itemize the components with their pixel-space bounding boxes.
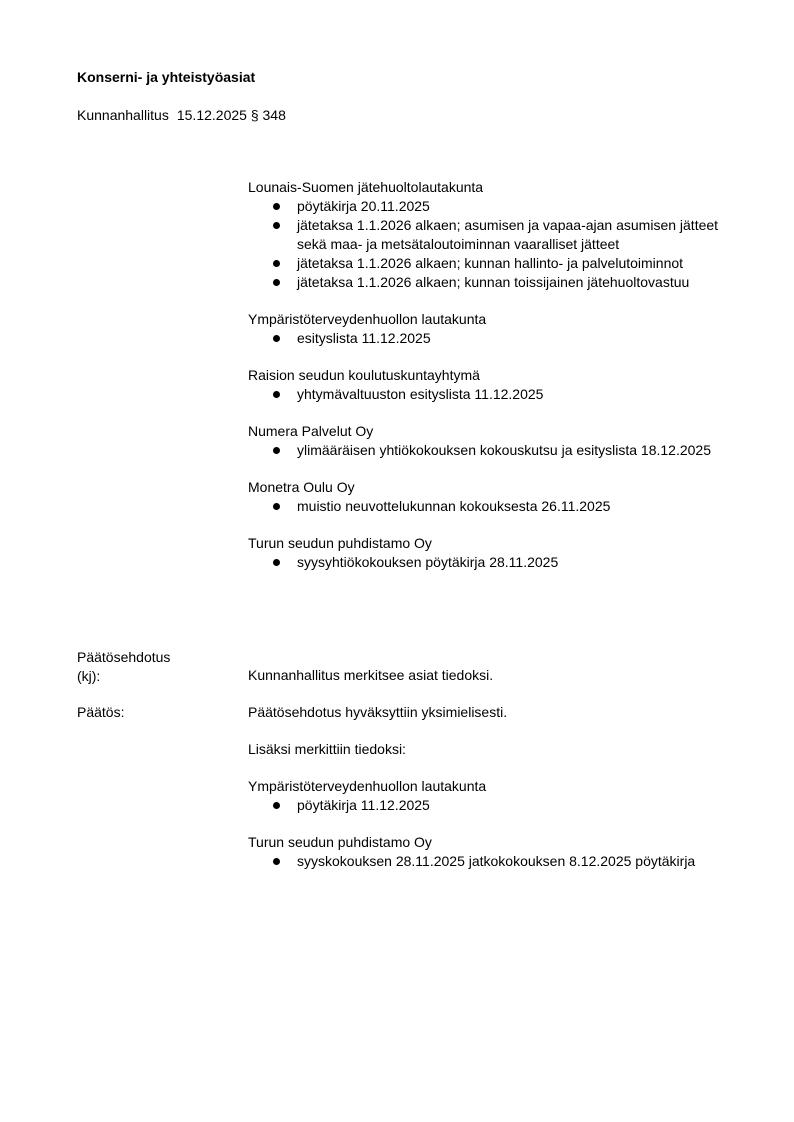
group-title: Lounais-Suomen jätehuoltolautakunta bbox=[248, 179, 484, 195]
group-title: Turun seudun puhdistamo Oy bbox=[248, 834, 432, 850]
list-item: muistio neuvottelukunnan kokouksesta 26.11.2025 bbox=[248, 497, 738, 516]
list-item: syysyhtiökokouksen pöytäkirja 28.11.2025 bbox=[248, 553, 738, 572]
bullet-icon bbox=[273, 802, 280, 809]
decision-group-ymparistoterveydenhuolto bbox=[248, 777, 738, 815]
bullet-icon bbox=[273, 203, 280, 210]
bullet-icon bbox=[273, 391, 280, 398]
list-item: pöytäkirja 11.12.2025 bbox=[248, 796, 738, 815]
proposal-text: Kunnanhallitus merkitsee asiat tiedoksi. bbox=[248, 667, 494, 683]
bullet-icon bbox=[273, 858, 280, 865]
group-ymparistoterveydenhuolto bbox=[248, 310, 738, 348]
group-turun-puhdistamo bbox=[248, 534, 738, 572]
meeting-reference bbox=[77, 106, 286, 124]
bullet-icon bbox=[273, 559, 280, 566]
list-item: jätetaksa 1.1.2026 alkaen; asumisen ja vapaa-ajan asumisen jätteet sekä maa- ja metsätaloutoiminnan vaaralliset jätteet bbox=[248, 216, 738, 254]
decision-label: Päätös: bbox=[77, 704, 125, 720]
decision-text: Päätösehdotus hyväksyttiin yksimielisesti. bbox=[248, 704, 508, 720]
bullet-icon bbox=[273, 503, 280, 510]
group-title: Raision seudun koulutuskuntayhtymä bbox=[248, 367, 480, 383]
list-item: pöytäkirja 20.11.2025 bbox=[248, 197, 738, 216]
list-item: yhtymävaltuuston esityslista 11.12.2025 bbox=[248, 385, 738, 404]
group-raision-koulutuskuntayhtyma bbox=[248, 366, 738, 404]
additional-intro: Lisäksi merkittiin tiedoksi: bbox=[248, 741, 406, 757]
group-jatehuoltolautakunta bbox=[248, 178, 738, 292]
group-title: Ympäristöterveydenhuollon lautakunta bbox=[248, 778, 487, 794]
meeting-body: Kunnanhallitus bbox=[77, 107, 169, 123]
bullet-icon bbox=[273, 260, 280, 267]
group-title: Numera Palvelut Oy bbox=[248, 423, 374, 439]
group-numera-palvelut bbox=[248, 422, 738, 460]
list-item: jätetaksa 1.1.2026 alkaen; kunnan hallinto- ja palvelutoiminnot bbox=[248, 254, 738, 273]
proposal-label: Päätösehdotus (kj): bbox=[77, 649, 171, 684]
bullet-icon bbox=[273, 447, 280, 454]
decision-group-turun-puhdistamo bbox=[248, 833, 738, 871]
list-item: jätetaksa 1.1.2026 alkaen; kunnan toissijainen jätehuoltovastuu bbox=[248, 273, 738, 292]
bullet-icon bbox=[273, 279, 280, 286]
section-title: Konserni- ja yhteistyöasiat bbox=[77, 69, 256, 85]
group-title: Monetra Oulu Oy bbox=[248, 479, 355, 495]
decision-section bbox=[248, 703, 738, 889]
list-item: esityslista 11.12.2025 bbox=[248, 329, 738, 348]
bullet-icon bbox=[273, 335, 280, 342]
list-item: ylimääräisen yhtiökokouksen kokouskutsu ja esityslista 18.12.2025 bbox=[248, 441, 738, 460]
group-monetra-oulu bbox=[248, 478, 738, 516]
group-title: Ympäristöterveydenhuollon lautakunta bbox=[248, 311, 487, 327]
bullet-icon bbox=[273, 222, 280, 229]
attachments-list bbox=[248, 178, 738, 590]
meeting-date-section: 15.12.2025 § 348 bbox=[176, 107, 286, 123]
list-item: syyskokouksen 28.11.2025 jatkokokouksen 8.12.2025 pöytäkirja bbox=[248, 852, 738, 871]
group-title: Turun seudun puhdistamo Oy bbox=[248, 535, 432, 551]
